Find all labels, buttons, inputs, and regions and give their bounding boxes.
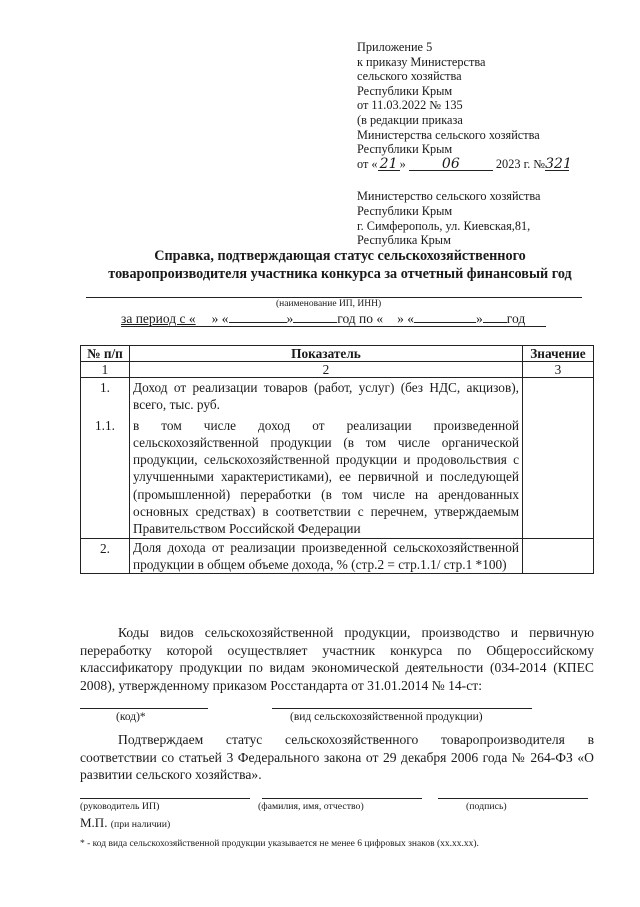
indicators-table xyxy=(80,345,594,574)
appendix-line: (в редакции приказа xyxy=(357,112,463,127)
footnote: * - код вида сельскохозяйственной продукции указывается не менее 6 цифровых знаков (хх.хх.хх). xyxy=(80,839,479,849)
addressee-line: г. Симферополь, ул. Киевская,81, xyxy=(357,218,531,233)
order-month: 06 xyxy=(409,158,493,171)
period-line: за период с « » « » год по « » « » год xyxy=(121,311,526,326)
sign-caption: (подпись) xyxy=(466,801,507,812)
appendix-line: от 11.03.2022 № 135 xyxy=(357,98,463,113)
name-caption: (наименование ИП, ИНН) xyxy=(276,299,382,309)
order-number: 321 xyxy=(545,155,572,172)
appendix-line: Министерства сельского хозяйства xyxy=(357,127,540,142)
indicator-text: Доля дохода от реализации произведенной сельскохозяйственной продукции в общем объеме дохода, % (стр.2 = стр.1.1/ стр.1 *100) xyxy=(133,539,519,572)
addressee-line: Министерство сельского хозяйства xyxy=(357,189,541,203)
appendix-line: Приложение 5 xyxy=(357,40,433,54)
appendix-line: сельского хозяйства xyxy=(357,69,462,84)
code-line xyxy=(80,708,208,709)
column-header: Значение xyxy=(523,346,594,362)
sign-line xyxy=(438,798,588,799)
product-caption: (вид сельскохозяйственной продукции) xyxy=(290,711,483,723)
addressee-block xyxy=(357,189,540,248)
stamp-note: (при наличии) xyxy=(110,819,171,830)
order-day: 21 xyxy=(378,158,400,171)
head-line xyxy=(80,798,250,799)
appendix-line: к приказу Министерства xyxy=(357,54,486,69)
addressee-line: Республики Крым xyxy=(357,203,453,218)
stamp-mp: М.П. xyxy=(80,815,108,830)
product-line xyxy=(272,708,532,709)
column-header: Показатель xyxy=(130,346,523,362)
fio-line xyxy=(262,798,422,799)
head-caption: (руководитель ИП) xyxy=(80,801,160,812)
table-row: 2. Доля дохода от реализации произведенной сельскохозяйственной продукции в общем объеме дохода, % (стр.2 = стр.1.1/ стр.1 *100) xyxy=(81,538,594,574)
indicator-text: Доход от реализации товаров (работ, услуг) (без НДС, акцизов), всего, тыс. руб. xyxy=(133,380,519,413)
name-line xyxy=(86,297,582,298)
value-cell[interactable] xyxy=(523,538,594,574)
value-cell[interactable] xyxy=(523,378,594,539)
code-caption: (код)* xyxy=(116,711,146,723)
codes-paragraph: Коды видов сельскохозяйственной продукции, производство и первичную переработку которой осуществляет участник конкурса по Общероссийскому классификатору продукции по видам экономической деятельности (034-2014 (КПЕС 2008), утвержденному приказом Росстандарта от 31.01.2014 № 14-ст: xyxy=(80,625,594,693)
indicator-text: в том числе доход от реализации произведенной сельскохозяйственной продукции (в том числе органической продукции, сельскохозяйственной продукции и продовольствия с улучшенными характеристиками), ее первичной и последующей (промышленной) переработки (в том числе на арендованных основных средствах) в соответствии с перечнем, утверждаемым Правительством Российской Федерации xyxy=(133,417,519,537)
confirm-paragraph: Подтверждаем статус сельскохозяйственного товаропроизводителя в соответствии со статьей 3 Федерального закона от 29 декабря 2006 года № 264-ФЗ «О развитии сельского хозяйства». xyxy=(80,732,594,783)
appendix-line: Республики Крым xyxy=(357,83,453,98)
order-date-line: от « 21 » 06 2023 г. №321 xyxy=(357,155,572,172)
document-title: Справка, подтверждающая статус сельскохозяйственного товаропроизводителя участника конкурса за отчетный финансовый год xyxy=(108,248,572,282)
addressee-line: Республика Крым xyxy=(357,233,451,248)
table-row: 1. 1.1. Доход от реализации товаров (работ, услуг) (без НДС, акцизов), всего, тыс. руб. в том числе доход от реализации произведенной сельскохозяйственной продукции (в том числе органической продукции, сельскохозяйственной продукции и продовольствия с улучшенными характеристиками), ее первичной и последующей (промышленной) переработки (в том числе на арендованных основных средствах) в соответствии с перечнем, утверждаемым Правительством Российской Федерации xyxy=(81,378,594,539)
appendix-line: Республики Крым xyxy=(357,142,453,157)
appendix-block xyxy=(357,40,572,172)
table-header-row xyxy=(81,346,594,362)
stamp-line xyxy=(80,815,170,831)
fio-caption: (фамилия, имя, отчество) xyxy=(258,801,364,812)
column-header: № п/п xyxy=(81,346,130,362)
period-underline xyxy=(121,326,546,327)
column-number-row: 1 2 3 xyxy=(81,362,594,378)
